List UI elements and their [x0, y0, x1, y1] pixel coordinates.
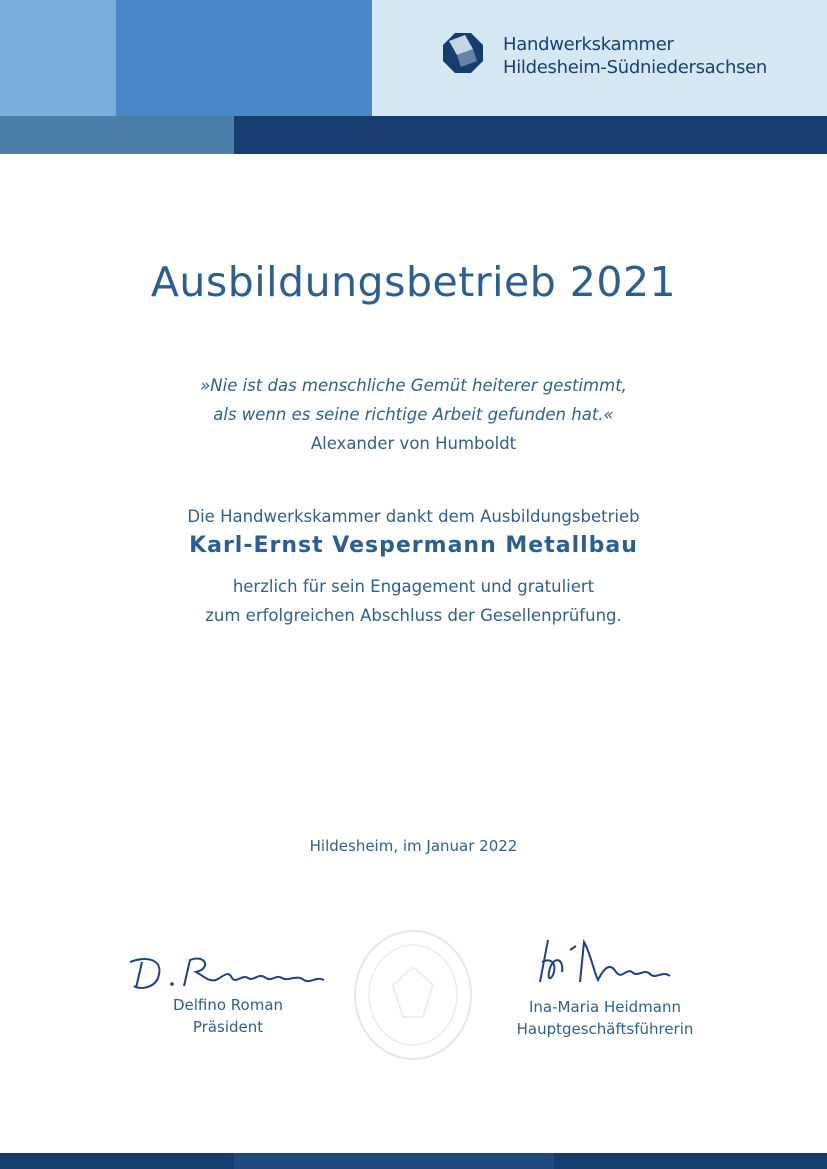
quote-line-2: als wenn es seine richtige Arbeit gefunden hat.« — [213, 405, 614, 424]
header-block-light — [0, 0, 116, 116]
header-stripe-left — [0, 116, 234, 154]
intro-text: Die Handwerkskammer dankt dem Ausbildungsbetrieb — [187, 507, 640, 526]
closing-line-2: zum erfolgreichen Abschluss der Gesellenprüfung. — [205, 606, 622, 625]
signer-left — [128, 994, 328, 1038]
signer-right-name: Ina-Maria Heidmann — [529, 998, 681, 1016]
organization-line-1: Handwerkskammer — [503, 34, 674, 55]
embossed-seal — [348, 925, 478, 1065]
quote — [0, 371, 827, 429]
company-name: Karl-Ernst Vespermann Metallbau — [189, 533, 638, 558]
signer-left-role: Präsident — [192, 1018, 264, 1036]
signer-right — [500, 996, 710, 1040]
signature-right — [520, 932, 690, 992]
header-block-mid — [116, 0, 372, 116]
organization-name — [503, 33, 823, 79]
quote-author: Alexander von Humboldt — [310, 434, 517, 453]
place-date: Hildesheim, im Januar 2022 — [309, 837, 518, 855]
signer-right-role: Hauptgeschäftsführerin — [516, 1020, 694, 1038]
certificate-title: Ausbildungsbetrieb 2021 — [150, 258, 677, 306]
closing-text — [0, 572, 827, 630]
closing-line-1: herzlich für sein Engagement und gratuliert — [232, 577, 595, 596]
footer-stripe-mid — [234, 1153, 554, 1169]
organization-line-2: Hildesheim-Südniedersachsen — [503, 57, 768, 78]
signature-left — [120, 950, 330, 1000]
signer-left-name: Delfino Roman — [172, 996, 284, 1014]
hwk-logo-icon — [443, 33, 483, 73]
quote-line-1: »Nie ist das menschliche Gemüt heiterer gestimmt, — [200, 376, 627, 395]
header-stripe-right — [234, 116, 827, 154]
